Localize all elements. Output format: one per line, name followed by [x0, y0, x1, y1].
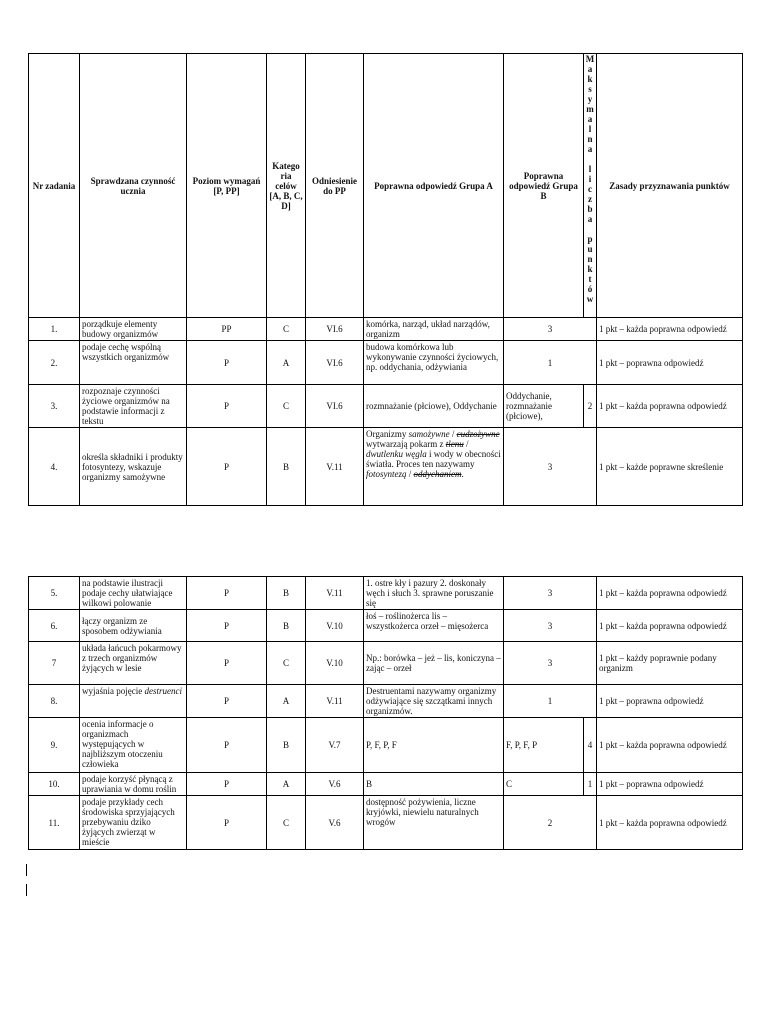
header-max-points-letter: a — [587, 144, 593, 154]
row-answer-b: Oddychanie, rozmnażanie (płciowe), — [504, 385, 584, 428]
header-max-points-letter: p — [587, 234, 593, 244]
row-answer-a: łoś – roślinożerca lis – wszystkożerca orzeł – mięsożerca — [364, 610, 504, 642]
row-level: P — [187, 428, 267, 506]
row-max-points: 2 — [584, 385, 597, 428]
header-max-points-letter: k — [587, 264, 593, 274]
row-ref: VI.6 — [306, 341, 364, 385]
row-level: P — [187, 577, 267, 610]
row-category: A — [267, 685, 306, 718]
row-nr: 10. — [29, 773, 80, 796]
row-ref: V.6 — [306, 796, 364, 850]
row-rule: 1 pkt – poprawna odpowiedź — [597, 685, 743, 718]
text-cursor-mark — [26, 884, 27, 896]
row-skill: rozpoznaje czynności życiowe organizmów na podstawie informacji z tekstu — [80, 385, 187, 428]
row-rule: 1 pkt – każda poprawna odpowiedź — [597, 610, 743, 642]
row-answer-a: rozmnażanie (płciowe), Oddychanie — [364, 385, 504, 428]
row-answer-b: 3 — [504, 318, 597, 341]
row-ref: V.10 — [306, 610, 364, 642]
header-max-points-letter: l — [588, 164, 592, 174]
header-max-points-letter: y — [587, 94, 593, 104]
header-max-points-letter: s — [588, 84, 592, 94]
header-max-points-letter: i — [588, 174, 592, 184]
header-row — [29, 54, 743, 318]
header-max-points-letters — [584, 54, 596, 316]
row-answer-a: budowa komórkowa lub wykonywanie czynności życiowych, np. oddychania, odżywiania — [364, 341, 504, 385]
row-category: C — [267, 385, 306, 428]
table-row — [29, 773, 743, 796]
header-max-points-letter: a — [587, 64, 593, 74]
text-part: dwutlenku węgla — [366, 449, 427, 459]
header-max-points-letter: m — [586, 104, 594, 114]
row-rule: 1 pkt – każda poprawna odpowiedź — [597, 385, 743, 428]
row-category: B — [267, 718, 306, 773]
row-skill: na podstawie ilustracji podaje cechy ułatwiające wilkowi polowanie — [80, 577, 187, 610]
header-max-points-letter: l — [588, 124, 592, 134]
header-max-points — [584, 54, 597, 318]
row-rule: 1 pkt – każda poprawna odpowiedź — [597, 318, 743, 341]
header-category: Katego ria celów [A, B, C, D] — [267, 54, 306, 318]
table-row — [29, 718, 743, 773]
row-ref: VI.6 — [306, 385, 364, 428]
row-skill: łączy organizm ze sposobem odżywiania — [80, 610, 187, 642]
row-skill: porządkuje elementy budowy organizmów — [80, 318, 187, 341]
text-part: i wody w obecności światła. Proces ten nazywamy — [366, 449, 501, 469]
struck-text: tlenu — [445, 439, 464, 449]
header-answer-a: Poprawna odpowiedź Grupa A — [364, 54, 504, 318]
header-max-points-letter: a — [587, 114, 593, 124]
row-category: C — [267, 796, 306, 850]
row-skill: podaje przykłady cech środowiska sprzyjających przebywaniu dziko żyjących zwierząt w mieście — [80, 796, 187, 850]
row-nr: 9. — [29, 718, 80, 773]
table-row — [29, 428, 743, 506]
row-ref: V.11 — [306, 685, 364, 718]
table-row — [29, 642, 743, 685]
table-row — [29, 577, 743, 610]
text-part: / — [463, 439, 469, 449]
row-rule: 1 pkt – poprawna odpowiedź — [597, 341, 743, 385]
table-row — [29, 385, 743, 428]
row-rule: 1 pkt – każde poprawne skreślenie — [597, 428, 743, 506]
header-max-points-letter: w — [586, 294, 594, 304]
row-level: P — [187, 718, 267, 773]
text-part: destruenci — [144, 686, 182, 696]
row-ref: V.11 — [306, 428, 364, 506]
row-answer-a — [364, 428, 504, 506]
row-ref: V.11 — [306, 577, 364, 610]
row-category: B — [267, 577, 306, 610]
row-rule: 1 pkt – każdy poprawnie podany organizm — [597, 642, 743, 685]
row-answer-b: 3 — [504, 642, 597, 685]
row-answer-a: dostępność pożywienia, liczne kryjówki, niewielu naturalnych wrogów — [364, 796, 504, 850]
text-part: / — [406, 469, 414, 479]
row-category: A — [267, 341, 306, 385]
row-level: P — [187, 341, 267, 385]
row-nr: 4. — [29, 428, 80, 506]
row-ref: V.10 — [306, 642, 364, 685]
header-answer-b: Poprawna odpowiedź Grupa B — [504, 54, 584, 318]
table-row — [29, 685, 743, 718]
row-max-points: 4 — [584, 718, 597, 773]
row-rule: 1 pkt – każda poprawna odpowiedź — [597, 577, 743, 610]
row-level: P — [187, 796, 267, 850]
text-part: wyjaśnia pojęcie — [82, 686, 145, 696]
row-category: A — [267, 773, 306, 796]
header-max-points-letter: M — [585, 54, 595, 64]
header-max-points-letter: u — [587, 244, 593, 254]
header-max-points-letter: c — [588, 184, 592, 194]
header-ref: Odniesienie do PP — [306, 54, 364, 318]
text-part: / — [449, 429, 457, 439]
header-max-points-letter: ó — [587, 284, 593, 294]
row-skill — [80, 685, 187, 718]
header-max-points-letter: k — [587, 74, 593, 84]
text-part: . — [461, 469, 464, 479]
row-answer-b: 3 — [504, 577, 597, 610]
struck-text: oddychaniem — [413, 469, 462, 479]
row-answer-b: 3 — [504, 610, 597, 642]
row-nr: 5. — [29, 577, 80, 610]
row-nr: 11. — [29, 796, 80, 850]
row-skill: podaje korzyść płynącą z uprawiania w domu roślin — [80, 773, 187, 796]
row-nr: 7 — [29, 642, 80, 685]
row-answer-b: 1 — [504, 341, 597, 385]
row-max-points: 1 — [584, 773, 597, 796]
header-max-points-letter — [589, 224, 591, 234]
row-nr: 2. — [29, 341, 80, 385]
row-answer-a: P, F, P, F — [364, 718, 504, 773]
scoring-table-part-1 — [28, 53, 743, 506]
header-nr: Nr zadania — [29, 54, 80, 318]
row-skill: ocenia informacje o organizmach występujących w najbliższym otoczeniu człowieka — [80, 718, 187, 773]
header-max-points-letter: a — [587, 214, 593, 224]
row-ref: VI.6 — [306, 318, 364, 341]
row-answer-b: 3 — [504, 428, 597, 506]
row-rule: 1 pkt – poprawna odpowiedź — [597, 773, 743, 796]
row-level: P — [187, 610, 267, 642]
row-level: P — [187, 642, 267, 685]
row-category: B — [267, 610, 306, 642]
row-ref: V.7 — [306, 718, 364, 773]
header-max-points-letter: z — [588, 194, 592, 204]
row-skill: określa składniki i produkty fotosyntezy, wskazuje organizmy samożywne — [80, 428, 187, 506]
header-max-points-letter: t — [588, 274, 592, 284]
row-answer-a: 1. ostre kły i pazury 2. doskonały węch i słuch 3. sprawne poruszanie się — [364, 577, 504, 610]
row-answer-a: Np.: borówka – jeż – lis, koniczyna – zając – orzeł — [364, 642, 504, 685]
row-nr: 1. — [29, 318, 80, 341]
row-nr: 8. — [29, 685, 80, 718]
row-category: B — [267, 428, 306, 506]
header-max-points-letter — [589, 154, 591, 164]
row-nr: 3. — [29, 385, 80, 428]
text-part: samożywne — [408, 429, 450, 439]
text-part: Organizmy — [366, 429, 409, 439]
row-category: C — [267, 642, 306, 685]
header-rules: Zasady przyznawania punktów — [597, 54, 743, 318]
row-answer-b: 1 — [504, 685, 597, 718]
header-max-points-letter: n — [587, 134, 593, 144]
struck-text: cudzożywne — [456, 429, 500, 439]
row-level: P — [187, 685, 267, 718]
header-max-points-letter: n — [587, 254, 593, 264]
header-skill: Sprawdzana czynność ucznia — [80, 54, 187, 318]
row-nr: 6. — [29, 610, 80, 642]
row-level: PP — [187, 318, 267, 341]
header-max-points-letter: b — [587, 204, 593, 214]
row-answer-a: B — [364, 773, 504, 796]
row-rule: 1 pkt – każda poprawna odpowiedź — [597, 796, 743, 850]
row-answer-b: F, P, F, P — [504, 718, 584, 773]
row-answer-b: 2 — [504, 796, 597, 850]
row-ref: V.6 — [306, 773, 364, 796]
row-category: C — [267, 318, 306, 341]
header-level: Poziom wymagań [P, PP] — [187, 54, 267, 318]
row-rule: 1 pkt – każda poprawna odpowiedź — [597, 718, 743, 773]
text-part: wytwarzają pokarm z — [366, 439, 446, 449]
text-part: fotosyntezą — [366, 469, 407, 479]
table-row — [29, 341, 743, 385]
table-row — [29, 318, 743, 341]
scoring-table-part-2 — [28, 576, 743, 850]
row-skill: układa łańcuch pokarmowy z trzech organizmów żyjących w lesie — [80, 642, 187, 685]
row-level: P — [187, 773, 267, 796]
row-level: P — [187, 385, 267, 428]
table-row — [29, 796, 743, 850]
row-answer-a: Destruentami nazywamy organizmy odżywiające się szczątkami innych organizmów. — [364, 685, 504, 718]
row-answer-b: C — [504, 773, 584, 796]
row-answer-a: komórka, narząd, układ narządów, organizm — [364, 318, 504, 341]
table-row — [29, 610, 743, 642]
row-skill: podaje cechę wspólną wszystkich organizmów — [80, 341, 187, 385]
text-cursor-mark — [26, 864, 27, 876]
